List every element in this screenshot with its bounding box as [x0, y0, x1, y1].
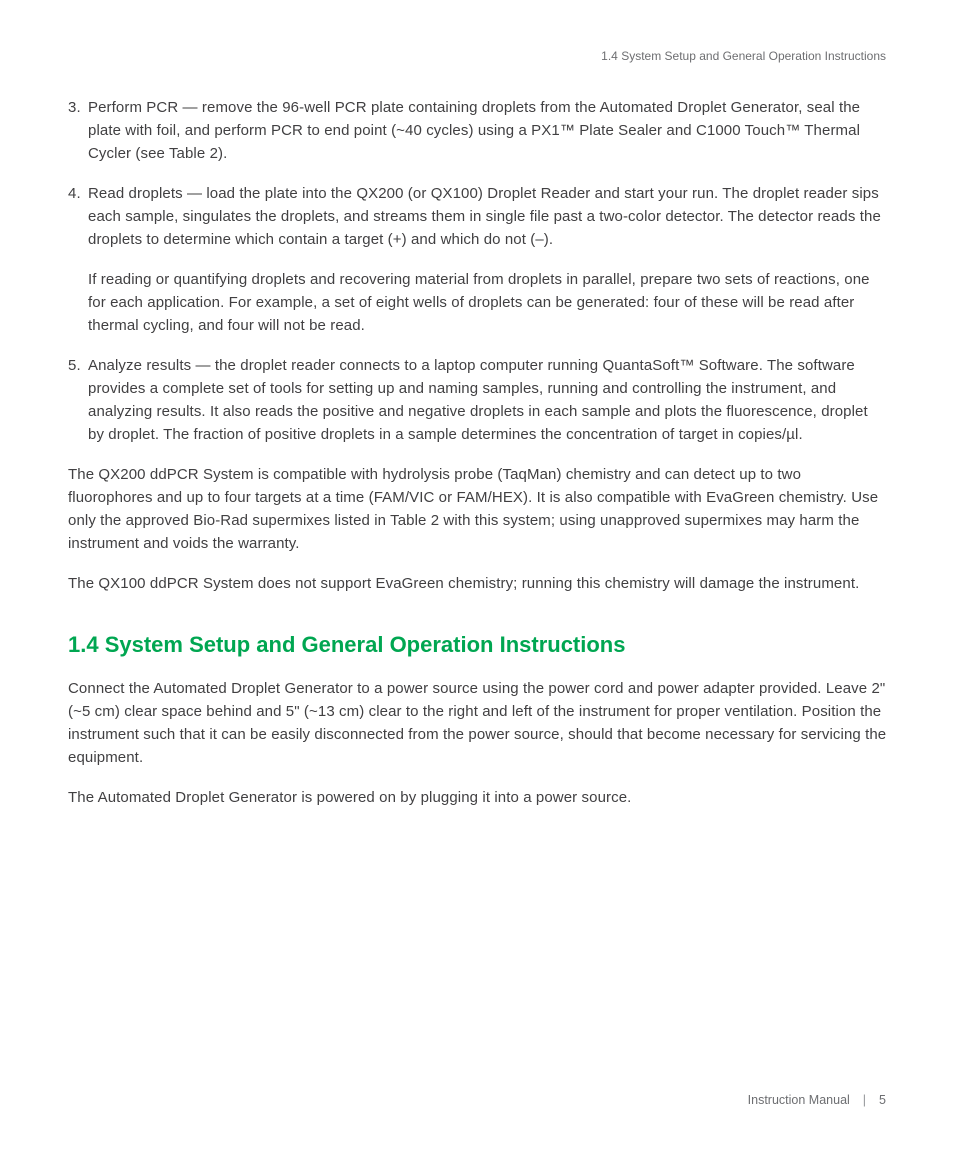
- section-heading: 1.4 System Setup and General Operation Instructions: [68, 632, 626, 657]
- running-footer: [748, 1093, 886, 1108]
- item-body: [88, 96, 888, 165]
- numbered-item-4: [68, 182, 888, 337]
- page-content: [68, 96, 888, 826]
- item-body: [88, 182, 888, 337]
- running-header: 1.4 System Setup and General Operation Instructions: [601, 49, 886, 63]
- item-number: 3.: [68, 99, 81, 116]
- section-paragraph: Connect the Automated Droplet Generator to a power source using the power cord and power adapter provided. Leave 2" (~5 cm) clear space behind and 5" (~13 cm) clear to the right and left of the instrument for proper ventilation. Position the instrument such that it can be easily disconnected from the power source, should that become necessary for servicing the equipment.: [68, 680, 887, 766]
- paragraph: Read droplets — load the plate into the QX200 (or QX100) Droplet Reader and start your run. The droplet reader sips each sample, singulates the droplets, and streams them in single file past a two-color detector. The detector reads the droplets to determine which contain a target (+) and which do not (–).: [88, 185, 881, 248]
- body-paragraph: The QX200 ddPCR System is compatible with hydrolysis probe (TaqMan) chemistry and can detect up to two fluorophores and up to four targets at a time (FAM/VIC or FAM/HEX). It is also compatible with EvaGreen chemistry. Use only the approved Bio-Rad supermixes listed in Table 2 with this system; using unapproved supermixes may harm the instrument and voids the warranty.: [68, 466, 879, 552]
- item-body: [88, 354, 888, 446]
- section-paragraph: The Automated Droplet Generator is powered on by plugging it into a power source.: [68, 789, 632, 806]
- numbered-item-3: [68, 96, 888, 165]
- numbered-item-5: [68, 354, 888, 446]
- paragraph: Analyze results — the droplet reader connects to a laptop computer running QuantaSoft™ Software. The software provides a complete set of tools for setting up and naming samples, running and controlling the instrument, and analyzing results. It also reads the positive and negative droplets in each sample and plots the fluorescence, droplet by droplet. The fraction of positive droplets in a sample determines the concentration of target in copies/µl.: [88, 357, 868, 443]
- body-paragraph: The QX100 ddPCR System does not support EvaGreen chemistry; running this chemistry will damage the instrument.: [68, 575, 860, 592]
- paragraph: Perform PCR — remove the 96-well PCR plate containing droplets from the Automated Droplet Generator, seal the plate with foil, and perform PCR to end point (~40 cycles) using a PX1™ Plate Sealer and C1000 Touch™ Thermal Cycler (see Table 2).: [88, 99, 861, 162]
- footer-separator: |: [862, 1093, 867, 1107]
- item-number: 5.: [68, 357, 81, 374]
- item-number: 4.: [68, 185, 81, 202]
- footer-label: Instruction Manual: [747, 1093, 850, 1107]
- paragraph: If reading or quantifying droplets and recovering material from droplets in parallel, prepare two sets of reactions, one for each application. For example, a set of eight wells of droplets can be generated: four of these will be read after thermal cycling, and four will not be read.: [88, 271, 870, 334]
- footer-page-number: 5: [879, 1093, 886, 1107]
